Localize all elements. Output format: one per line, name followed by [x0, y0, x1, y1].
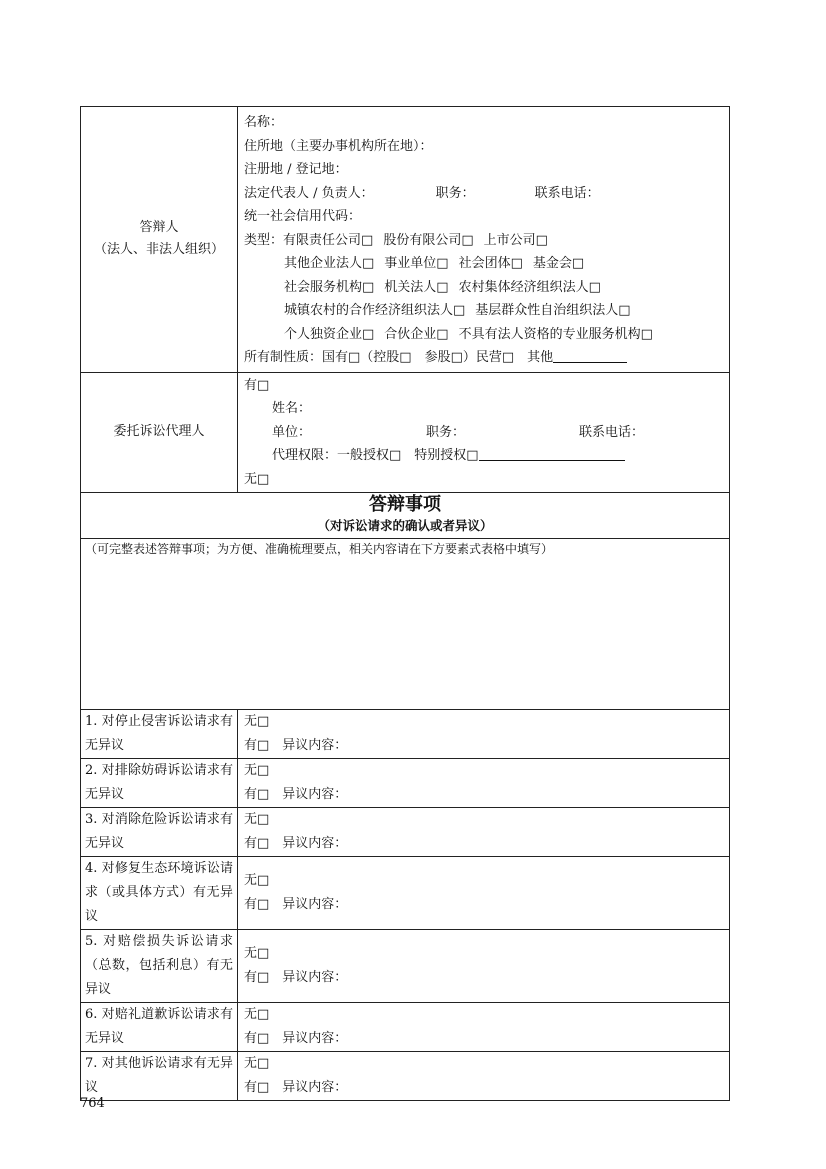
- agent-label: 委托诉讼代理人: [81, 372, 238, 493]
- agent-has-checkbox[interactable]: 有□: [244, 377, 270, 393]
- defense-heading-row: [81, 493, 730, 539]
- agent-authority-row: [238, 444, 729, 468]
- ownership-field[interactable]: 所有制性质：国有□（控股□ 参股□）民营□ 其他: [244, 350, 554, 365]
- question-row: [81, 930, 730, 1003]
- respondent-label: [81, 107, 238, 373]
- defense-note-area[interactable]: [81, 539, 730, 710]
- respondent-address-field[interactable]: 住所地（主要办事机构所在地）：: [244, 138, 433, 154]
- respondent-name-field[interactable]: 名称：: [244, 115, 284, 130]
- agent-none-checkbox[interactable]: 无□: [244, 471, 270, 487]
- type-checkbox[interactable]: 其他企业法人□: [284, 256, 375, 271]
- respondent-label-line2: （法人、非法人组织）: [93, 242, 224, 258]
- agent-authority-blank[interactable]: [479, 446, 625, 461]
- respondent-details: [238, 107, 730, 373]
- credit-code-field[interactable]: 统一社会信用代码：: [244, 209, 362, 224]
- type-checkbox[interactable]: 个人独资企业□: [284, 326, 375, 342]
- defense-form-table: [80, 106, 730, 1101]
- question-no-checkbox[interactable]: 无□: [244, 763, 270, 778]
- question-options: [238, 710, 730, 759]
- legal-rep-position-field[interactable]: 职务：: [435, 185, 475, 201]
- question-yes-checkbox[interactable]: 有□ 异议内容：: [244, 1080, 348, 1095]
- agent-unit-row: [238, 421, 729, 445]
- question-options: [238, 1052, 730, 1101]
- respondent-registration-field[interactable]: 注册地 / 登记地：: [244, 162, 348, 177]
- question-label: 1. 对停止侵害诉讼请求有无异议: [81, 710, 238, 759]
- question-label: 4. 对修复生态环境诉讼请求（或具体方式）有无异议: [81, 857, 238, 930]
- question-options: [238, 759, 730, 808]
- type-label: 类型：: [244, 232, 284, 248]
- defense-subtitle: （对诉讼请求的确认或者异议）: [317, 518, 493, 533]
- ownership-other-blank[interactable]: [553, 348, 627, 363]
- agent-unit-field[interactable]: 单位：: [272, 424, 312, 440]
- question-options: [238, 857, 730, 930]
- question-options: [238, 1003, 730, 1052]
- defense-note-row: [81, 539, 730, 710]
- ownership-row: [238, 346, 729, 370]
- agent-name-field[interactable]: 姓名：: [272, 401, 312, 416]
- type-checkbox[interactable]: 股份有限公司□: [383, 232, 474, 248]
- type-checkbox[interactable]: 上市公司□: [483, 232, 548, 248]
- type-checkbox[interactable]: 不具有法人资格的专业服务机构□: [458, 326, 653, 342]
- question-row: [81, 710, 730, 759]
- type-row-5: [238, 323, 729, 347]
- type-checkbox[interactable]: 基金会□: [532, 256, 585, 271]
- page-number: 764: [80, 1096, 105, 1111]
- type-row-3: [238, 276, 729, 300]
- type-checkbox[interactable]: 事业单位□: [384, 256, 449, 271]
- question-yes-checkbox[interactable]: 有□ 异议内容：: [244, 738, 348, 753]
- question-no-checkbox[interactable]: 无□: [244, 714, 270, 729]
- question-label: 2. 对排除妨碍诉讼请求有无异议: [81, 759, 238, 808]
- respondent-row: [81, 107, 730, 373]
- question-yes-checkbox[interactable]: 有□ 异议内容：: [244, 897, 348, 912]
- question-yes-checkbox[interactable]: 有□ 异议内容：: [244, 836, 348, 851]
- question-label: 7. 对其他诉讼请求有无异议: [81, 1052, 238, 1101]
- agent-row: [81, 372, 730, 493]
- agent-details: [238, 372, 730, 493]
- question-label: 6. 对赔礼道歉诉讼请求有无异议: [81, 1003, 238, 1052]
- question-no-checkbox[interactable]: 无□: [244, 946, 270, 961]
- agent-position-field[interactable]: 职务：: [426, 424, 466, 440]
- question-row: [81, 759, 730, 808]
- type-checkbox[interactable]: 社会服务机构□: [284, 279, 375, 295]
- question-no-checkbox[interactable]: 无□: [244, 812, 270, 827]
- defense-title: 答辩事项: [369, 494, 441, 515]
- question-row: [81, 808, 730, 857]
- type-checkbox[interactable]: 社会团体□: [458, 256, 523, 271]
- agent-authority-field[interactable]: 代理权限：一般授权□ 特别授权□: [272, 448, 479, 463]
- respondent-label-line1: 答辩人: [139, 220, 179, 236]
- type-checkbox[interactable]: 基层群众性自治组织法人□: [475, 303, 631, 318]
- type-row-2: [238, 252, 729, 276]
- question-yes-checkbox[interactable]: 有□ 异议内容：: [244, 1031, 348, 1046]
- question-no-checkbox[interactable]: 无□: [244, 1056, 270, 1071]
- question-row: [81, 857, 730, 930]
- question-options: [238, 930, 730, 1003]
- type-checkbox[interactable]: 城镇农村的合作经济组织法人□: [284, 303, 466, 318]
- legal-rep-phone-field[interactable]: 联系电话：: [534, 185, 600, 201]
- question-label: 3. 对消除危险诉讼请求有无异议: [81, 808, 238, 857]
- type-checkbox[interactable]: 机关法人□: [384, 279, 449, 295]
- question-row: [81, 1052, 730, 1101]
- question-yes-checkbox[interactable]: 有□ 异议内容：: [244, 787, 348, 802]
- question-yes-checkbox[interactable]: 有□ 异议内容：: [244, 970, 348, 985]
- question-no-checkbox[interactable]: 无□: [244, 1007, 270, 1022]
- question-no-checkbox[interactable]: 无□: [244, 873, 270, 888]
- type-checkbox[interactable]: 有限责任公司□: [283, 232, 374, 248]
- type-checkbox[interactable]: 合伙企业□: [384, 326, 449, 342]
- question-options: [238, 808, 730, 857]
- agent-phone-field[interactable]: 联系电话：: [579, 424, 645, 440]
- defense-heading: [81, 493, 730, 539]
- question-label: 5. 对赔偿损失诉讼请求（总数，包括利息）有无异议: [81, 930, 238, 1003]
- legal-rep-field[interactable]: 法定代表人 / 负责人：: [244, 185, 374, 201]
- type-row-1: [238, 229, 729, 253]
- respondent-legal-rep-row: [238, 182, 729, 206]
- question-row: [81, 1003, 730, 1052]
- type-checkbox[interactable]: 农村集体经济组织法人□: [458, 279, 601, 295]
- defense-note: （可完整表述答辩事项；为方便、准确梳理要点，相关内容请在下方要素式表格中填写）: [85, 542, 554, 556]
- type-row-4: [238, 299, 729, 323]
